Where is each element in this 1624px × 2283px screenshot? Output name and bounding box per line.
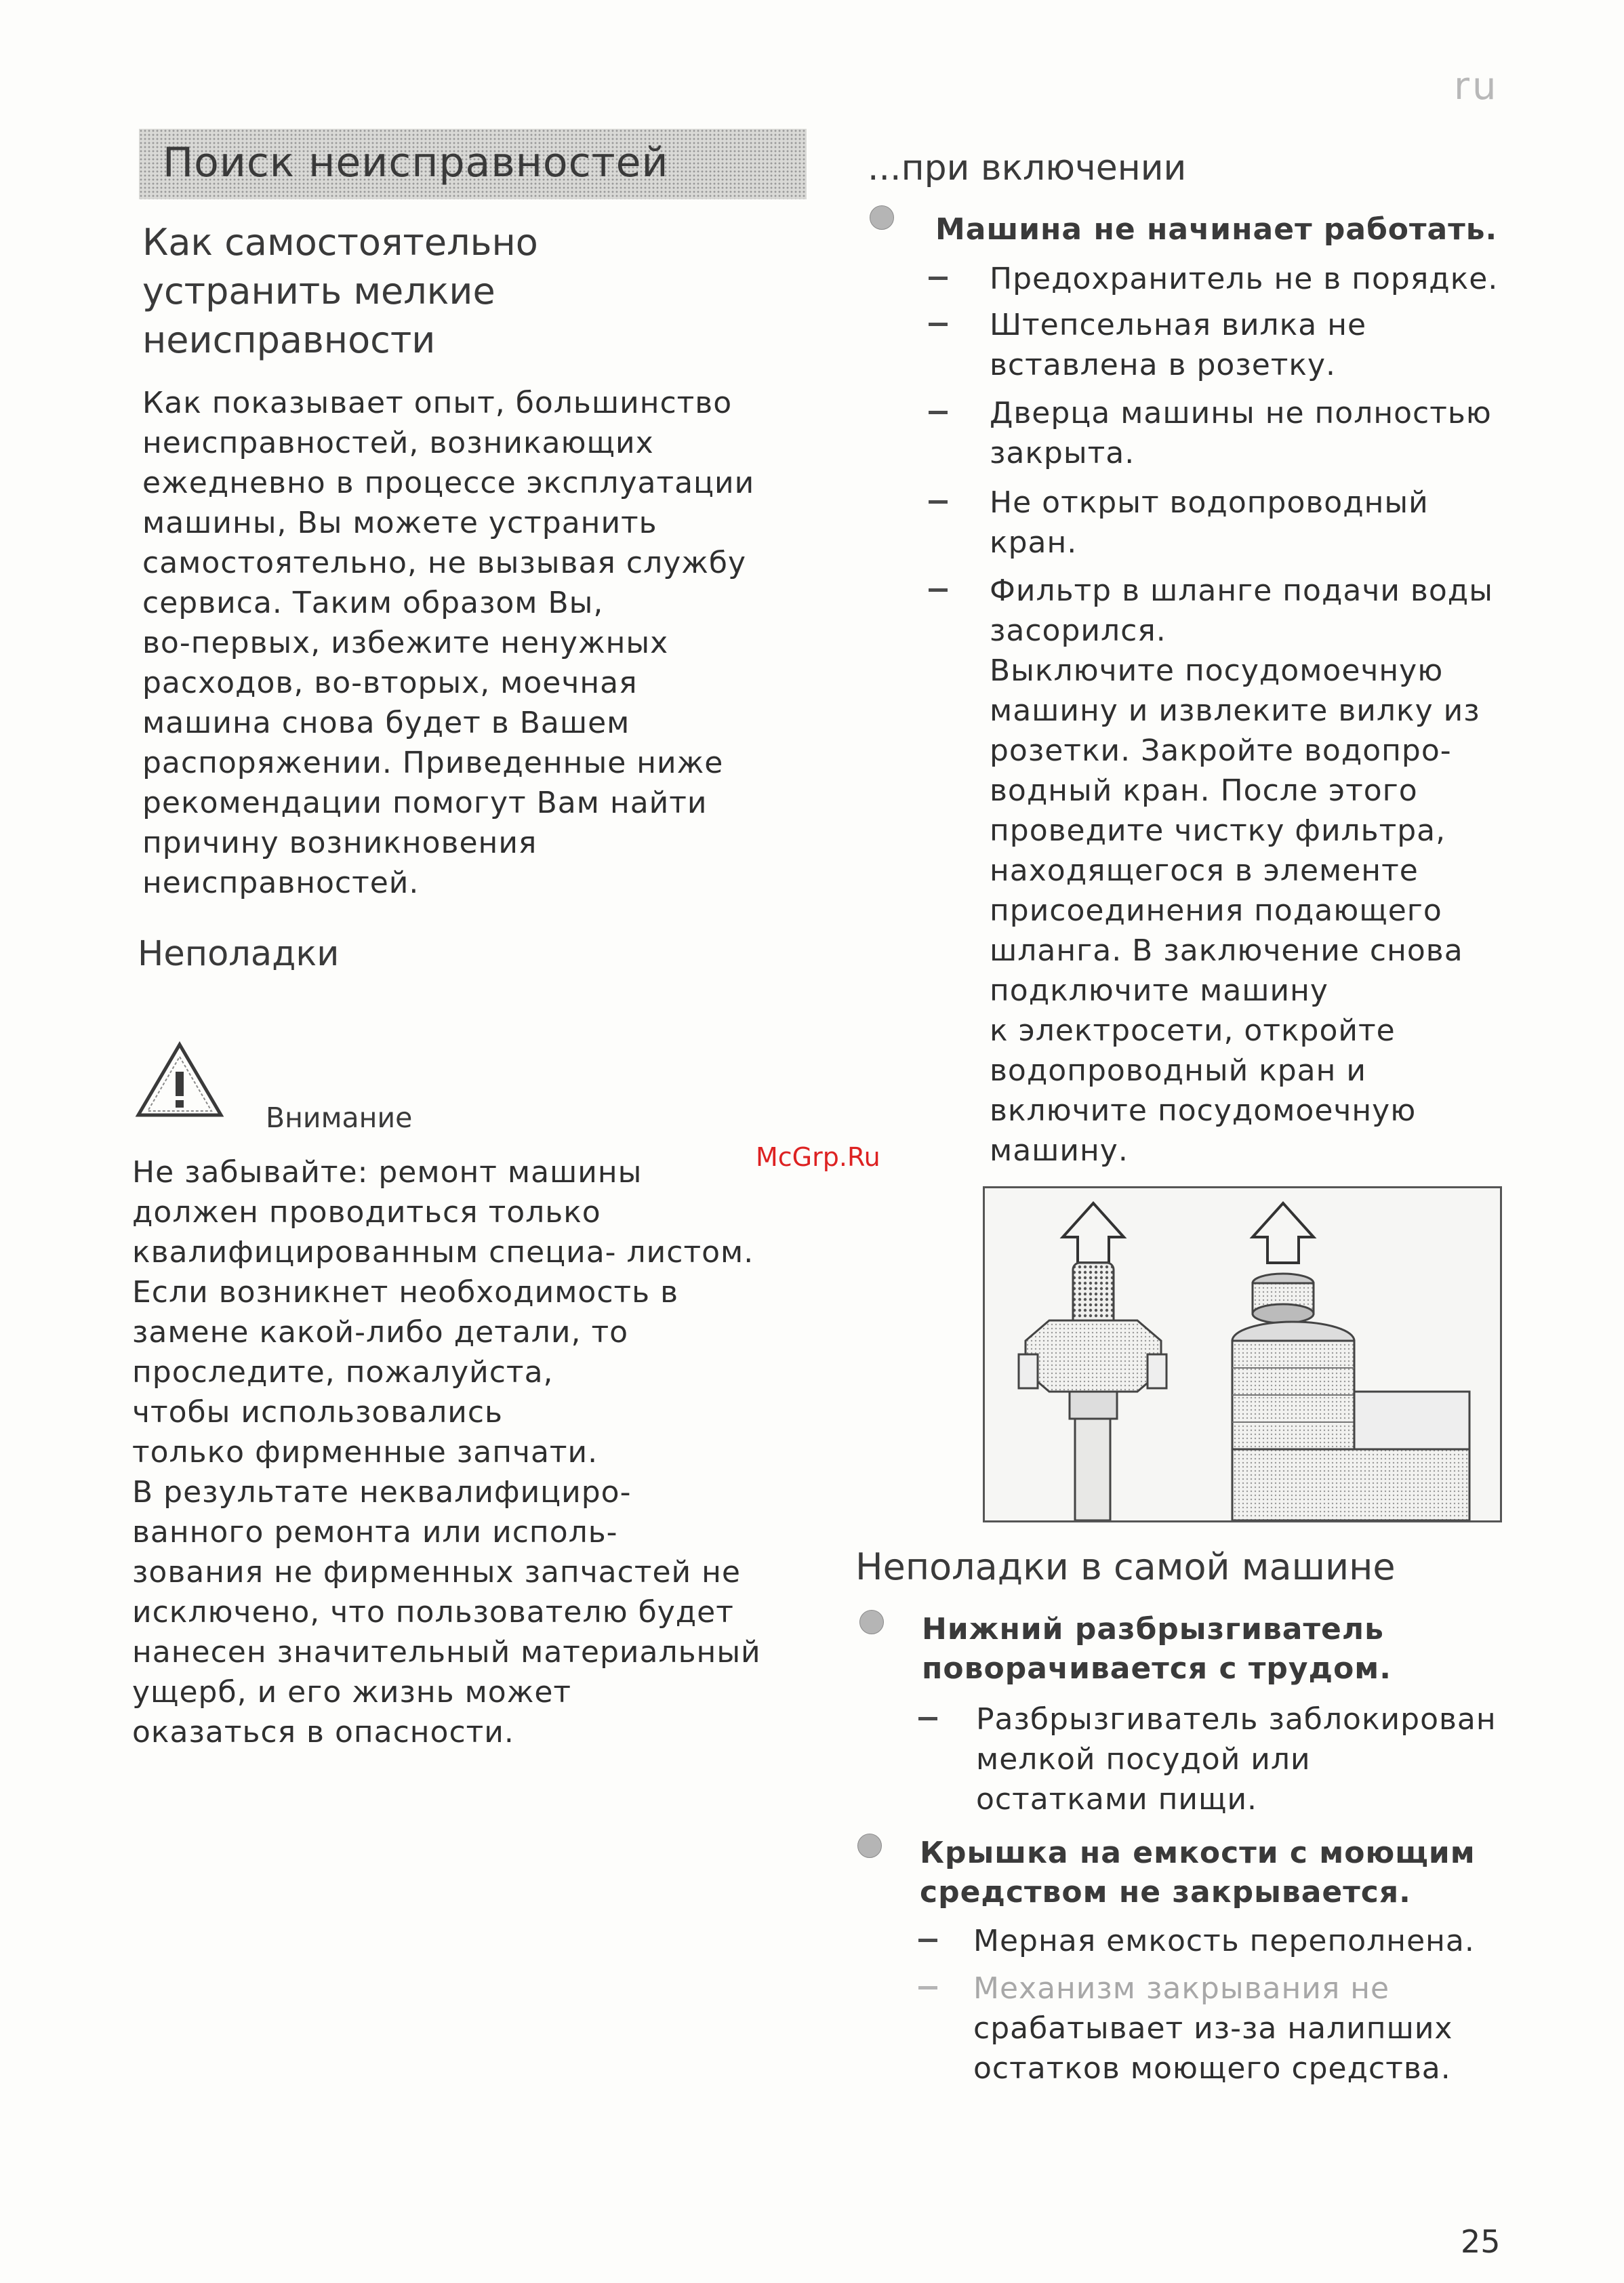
- text-line: распоряжении. Приведенные ниже: [142, 746, 724, 780]
- right-heading: ...при включении: [868, 148, 1187, 188]
- dash-icon: [918, 1939, 937, 1942]
- text-line: В результате неквалифициро-: [132, 1475, 632, 1510]
- text-line: Фильтр в шланге подачи воды: [990, 573, 1493, 608]
- dash-icon: [929, 323, 948, 326]
- text-line: присоединения подающего: [990, 893, 1442, 928]
- issue3-title-line: Крышка на емкости с моющим: [920, 1836, 1476, 1870]
- issue3-item2-line: Механизм закрывания не: [973, 1971, 1390, 2006]
- main-heading: [142, 218, 538, 365]
- text-line: машины, Вы можете устранить: [142, 506, 657, 540]
- filter-drawing: [985, 1188, 1500, 1520]
- issue3-title: [920, 1834, 1476, 1912]
- warning-paragraph: [132, 1152, 761, 1752]
- text-line: только фирменные запчати.: [132, 1435, 598, 1470]
- issue3-item1: Мерная емкость переполнена.: [973, 1924, 1475, 1958]
- issue2-item: [976, 1699, 1497, 1819]
- arrow-up-icon: [1253, 1203, 1314, 1263]
- issue1-item-text: [990, 483, 1429, 563]
- text-line: проведите чистку фильтра,: [990, 813, 1446, 848]
- heading-line: Как самостоятельно: [142, 221, 538, 264]
- dash-icon: [918, 1717, 937, 1720]
- issue2-title-line: поворачивается с трудом.: [922, 1651, 1392, 1686]
- text-line: зования не фирменных запчастей не: [132, 1555, 741, 1590]
- issue3-item2-line: срабатывает из-за налипших: [973, 2011, 1453, 2046]
- issue1-title: Машина не начинает работать.: [935, 212, 1498, 247]
- text-line: Не открыт водопроводный: [990, 485, 1429, 520]
- issue2-title: [922, 1610, 1392, 1689]
- text-line: Предохранитель не в порядке.: [990, 262, 1499, 296]
- text-line: включите посудомоечную: [990, 1093, 1417, 1128]
- attention-label: Внимание: [266, 1102, 413, 1134]
- issue2-item-line: мелкой посудой или: [976, 1742, 1311, 1777]
- text-line: засорился.: [990, 613, 1166, 648]
- dash-icon: [929, 588, 948, 592]
- text-line: нанесен значительный материальный: [132, 1635, 761, 1670]
- text-line: причину возникновения: [142, 826, 537, 860]
- text-line: машину.: [990, 1133, 1129, 1168]
- text-line: кран.: [990, 525, 1078, 560]
- text-line: сервиса. Таким образом Вы,: [142, 586, 604, 620]
- heading-line: устранить мелкие: [142, 270, 495, 312]
- text-line: должен проводиться только: [132, 1195, 601, 1230]
- text-line: Штепсельная вилка не: [990, 308, 1367, 342]
- filter-illustration: [983, 1186, 1502, 1522]
- text-line: шланга. В заключение снова: [990, 933, 1463, 968]
- dash-icon: [929, 411, 948, 414]
- issue1-item-text: [990, 305, 1366, 385]
- dash-icon: [918, 1986, 937, 1989]
- issue2-item-line: Разбрызгиватель заблокирован: [976, 1702, 1497, 1737]
- text-line: ежедневно в процессе эксплуатации: [142, 466, 755, 500]
- text-line: квалифицированным специа- листом.: [132, 1235, 754, 1270]
- text-line: замене какой-либо детали, то: [132, 1315, 629, 1350]
- issue2-title-line: Нижний разбрызгиватель: [922, 1612, 1384, 1646]
- language-marker: ru: [1454, 64, 1499, 108]
- text-line: проследите, пожалуйста,: [132, 1355, 554, 1390]
- text-line: ущерб, и его жизнь может: [132, 1675, 572, 1710]
- text-line: во-первых, избежите ненужных: [142, 626, 669, 660]
- text-line: неисправностей.: [142, 866, 420, 900]
- text-line: водопроводный кран и: [990, 1053, 1366, 1088]
- issue1-item-text: [990, 259, 1498, 299]
- text-line: исключено, что пользователю будет: [132, 1595, 734, 1630]
- text-line: Не забывайте: ремонт машины: [132, 1155, 643, 1190]
- dash-icon: [929, 277, 948, 280]
- bullet-icon: [859, 1610, 884, 1634]
- section2-heading: Неполадки в самой машине: [855, 1545, 1396, 1588]
- text-line: водный кран. После этого: [990, 773, 1418, 808]
- intro-paragraph: [142, 383, 754, 903]
- dash-icon: [929, 500, 948, 504]
- text-line: к электросети, откройте: [990, 1013, 1396, 1048]
- issue3-item2: [973, 1968, 1453, 2088]
- bullet-icon: [870, 205, 894, 230]
- text-line: Как показывает опыт, большинство: [142, 386, 733, 420]
- text-line: оказаться в опасности.: [132, 1715, 514, 1750]
- text-line: подключите машину: [990, 973, 1328, 1008]
- text-line: Если возникнет необходимость в: [132, 1275, 678, 1310]
- page-number: 25: [1461, 2223, 1501, 2260]
- text-line: Дверца машины не полностью: [990, 396, 1492, 430]
- warning-triangle-icon: [134, 1041, 226, 1120]
- issue1-item-text: [990, 393, 1492, 473]
- subheading-problems: Неполадки: [138, 934, 340, 974]
- text-line: вставлена в розетку.: [990, 348, 1337, 382]
- text-line: самостоятельно, не вызывая службу: [142, 546, 747, 580]
- text-line: неисправностей, возникающих: [142, 426, 654, 460]
- text-line: рекомендации помогут Вам найти: [142, 786, 708, 820]
- issue1-item-text: [990, 571, 1493, 1171]
- text-line: расходов, во-вторых, моечная: [142, 666, 638, 700]
- text-line: Выключите посудомоечную: [990, 653, 1444, 688]
- heading-line: неисправности: [142, 319, 436, 361]
- text-line: находящегося в элементе: [990, 853, 1419, 888]
- text-line: чтобы использовались: [132, 1395, 503, 1430]
- issue2-item-line: остатками пищи.: [976, 1782, 1258, 1817]
- watermark: McGrp.Ru: [756, 1142, 880, 1172]
- text-line: ванного ремонта или исполь-: [132, 1515, 618, 1550]
- arrow-up-icon: [1063, 1203, 1124, 1263]
- bullet-icon: [857, 1834, 882, 1858]
- text-line: машину и извлеките вилку из: [990, 693, 1480, 728]
- text-line: закрыта.: [990, 436, 1135, 470]
- issue3-title-line: средством не закрывается.: [920, 1875, 1411, 1910]
- issue3-item2-line: остатков моющего средства.: [973, 2051, 1451, 2086]
- section-title: Поиск неисправностей: [163, 139, 669, 186]
- text-line: розетки. Закройте водопро-: [990, 733, 1452, 768]
- text-line: машина снова будет в Вашем: [142, 706, 630, 740]
